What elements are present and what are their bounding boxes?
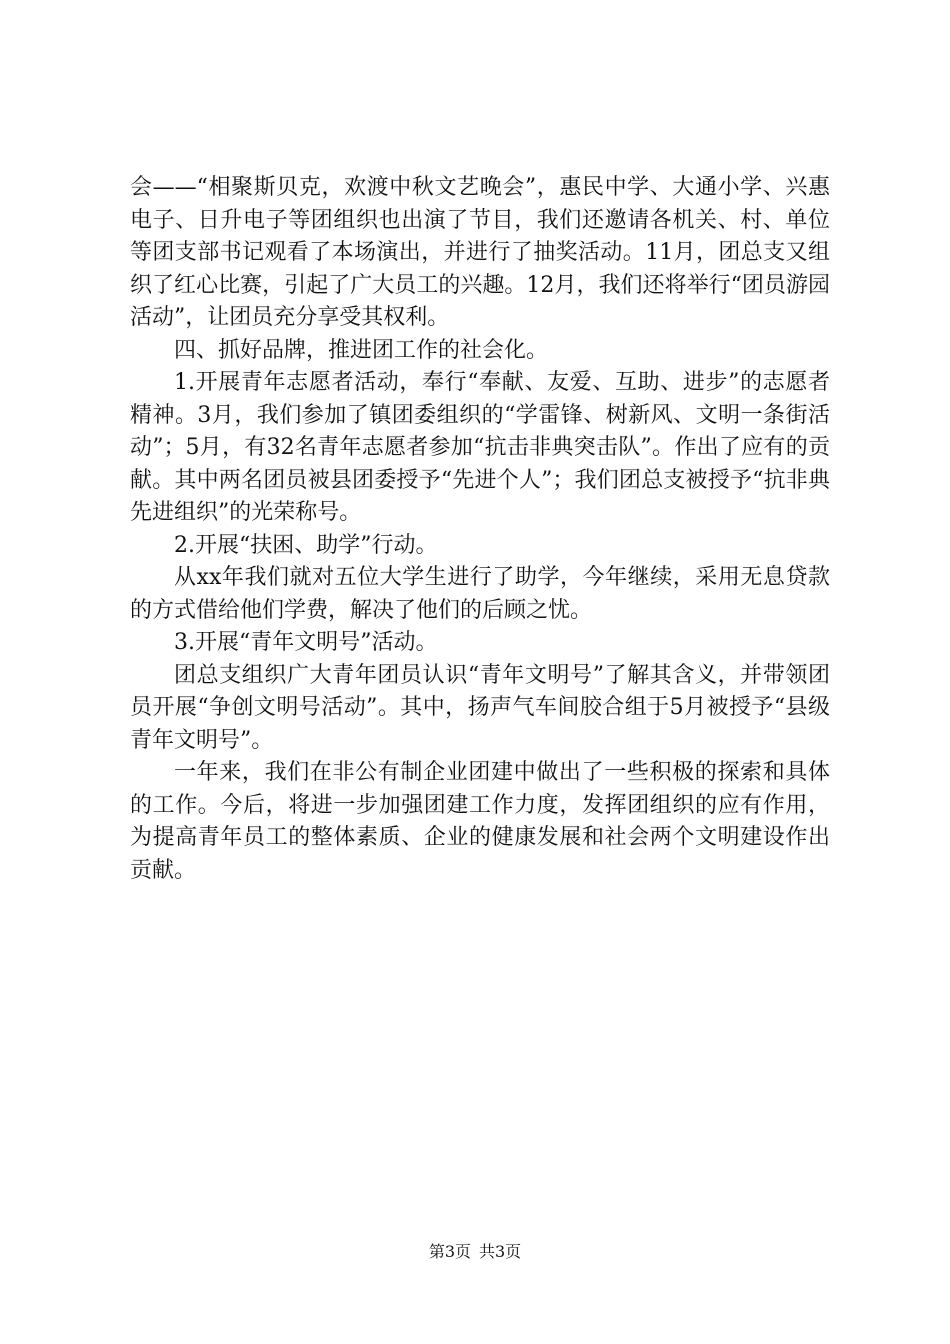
paragraph-aid: 从xx年我们就对五位大学生进行了助学，今年继续，采用无息贷款的方式借给他们学费，解决了他们的后顾之忧。: [130, 565, 830, 623]
paragraph-conclusion: 一年来，我们在非公有制企业团建中做出了一些积极的探索和具体的工作。今后，将进一步加强团建工作力度，发挥团组织的应有作用，为提高青年员工的整体素质、企业的健康发展和社会两个文明建设作出贡献。: [130, 760, 830, 883]
section-heading-4: 四、抓好品牌，推进团工作的社会化。: [174, 337, 549, 363]
document-body: [130, 172, 830, 887]
page-number: 第3页: [428, 1242, 471, 1261]
paragraph-volunteer: 1.开展青年志愿者活动，奉行“奉献、友爱、互助、进步”的志愿者精神。3月，我们参加了镇团委组织的“学雷锋、树新风、文明一条街活动”；5月，有32名青年志愿者参加“抗击非典突击队”。作出了应有的贡献。其中两名团员被县团委授予“先进个人”；我们团总支被授予“抗非典先进组织”的光荣称号。: [130, 370, 830, 525]
paragraph-1: 会——“相聚斯贝克，欢渡中秋文艺晚会”，惠民中学、大通小学、兴惠电子、日升电子等团组织也出演了节目，我们还邀请各机关、村、单位等团支部书记观看了本场演出，并进行了抽奖活动。11月，团总支又组织了红心比赛，引起了广大员工的兴趣。12月，我们还将举行“团员游园活动”，让团员充分享受其权利。: [130, 175, 830, 330]
subheading-civilization: 3.开展“青年文明号”活动。: [174, 630, 438, 655]
paragraph-civilization: 团总支组织广大青年团员认识“青年文明号”了解其含义，并带领团员开展“争创文明号活动”。其中，扬声气车间胶合组于5月被授予“县级青年文明号”。: [130, 662, 830, 753]
page-total: 共3页: [479, 1242, 522, 1261]
subheading-aid: 2.开展“扶困、助学”行动。: [174, 532, 438, 558]
page-footer: [0, 1242, 950, 1262]
